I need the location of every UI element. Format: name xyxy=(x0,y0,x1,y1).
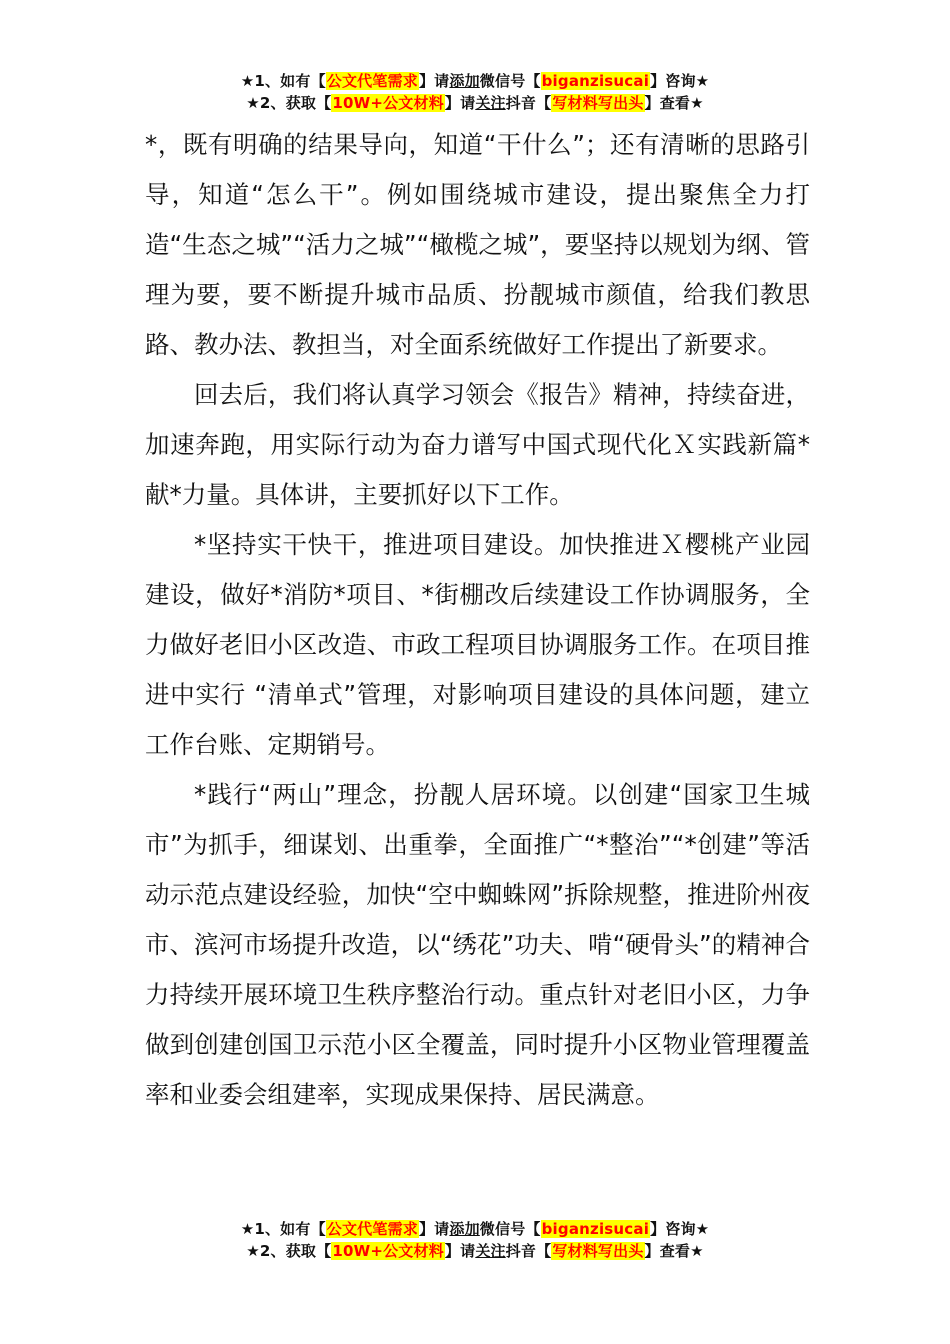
highlight-wechat-id: biganzisucai xyxy=(541,1220,650,1238)
document-body xyxy=(145,120,810,1120)
banner-line-2 xyxy=(0,92,950,114)
banner-text: 】请 xyxy=(418,1220,450,1238)
banner-text: 微信号【 xyxy=(479,1220,541,1238)
footer-banner xyxy=(0,1218,950,1262)
paragraph-plan: 回去后，我们将认真学习领会《报告》精神，持续奋进，加速奔跑，用实际行动为奋力谱写中国式现代化Ｘ实践新篇*献*力量。具体讲，主要抓好以下工作。 xyxy=(145,380,810,509)
banner-text: 】请 xyxy=(444,1242,476,1260)
paragraph-living-environment: *践行“两山”理念，扮靓人居环境。以创建“国家卫生城市”为抓手，细谋划、出重拳，全面推广“*整治”“*创建”等活动示范点建设经验，加快“空中蜘蛛网”拆除规整，推进阶州夜市、滨河市场提升改造，以“绣花”功夫、啃“硬骨头”的精神合力持续开展环境卫生秩序整治行动。重点针对老旧小区，力争做到创建创国卫示范小区全覆盖，同时提升小区物业管理覆盖率和业委会组建率，实现成果保持、居民满意。 xyxy=(145,780,810,1109)
paragraph-continuation: *，既有明确的结果导向，知道“干什么”；还有清晰的思路引导，知道“怎么干”。例如围绕城市建设，提出聚焦全力打造“生态之城”“活力之城”“橄榄之城”，要坚持以规划为纲、管理为要，要不断提升城市品质、扮靓城市颜值，给我们教思路、教办法、教担当，对全面系统做好工作提出了新要求。 xyxy=(145,130,810,359)
banner-emphasis: 关注 xyxy=(475,94,506,112)
banner-text: 抖音【 xyxy=(505,1242,552,1260)
paragraph-project-construction: *坚持实干快干，推进项目建设。加快推进Ｘ樱桃产业园建设，做好*消防*项目、*街棚改后续建设工作协调服务，全力做好老旧小区改造、市政工程项目协调服务工作。在项目推进中实行 “清单式”管理，对影响项目建设的具体问题，建立工作台账、定期销号。 xyxy=(145,530,810,759)
highlight-service: 公文代笔需求 xyxy=(326,72,418,90)
banner-line-1 xyxy=(0,70,950,92)
banner-emphasis: 添加 xyxy=(449,72,480,90)
banner-text: 】咨询★ xyxy=(650,72,710,90)
banner-text: ★1、如有【 xyxy=(240,72,326,90)
banner-text: 】查看★ xyxy=(644,94,704,112)
highlight-wechat-id: biganzisucai xyxy=(541,72,650,90)
banner-text: ★1、如有【 xyxy=(240,1220,326,1238)
banner-line-1 xyxy=(0,1218,950,1240)
banner-text: ★2、获取【 xyxy=(246,94,332,112)
highlight-materials: 10W+公文材料 xyxy=(332,1242,444,1260)
banner-emphasis: 添加 xyxy=(449,1220,480,1238)
banner-text: 】咨询★ xyxy=(650,1220,710,1238)
highlight-materials: 10W+公文材料 xyxy=(332,94,444,112)
banner-text: ★2、获取【 xyxy=(246,1242,332,1260)
banner-text: 】请 xyxy=(444,94,476,112)
banner-text: 】查看★ xyxy=(644,1242,704,1260)
banner-text: 】请 xyxy=(418,72,450,90)
highlight-douyin-account: 写材料写出头 xyxy=(552,1242,644,1260)
highlight-service: 公文代笔需求 xyxy=(326,1220,418,1238)
banner-emphasis: 关注 xyxy=(475,1242,506,1260)
banner-line-2 xyxy=(0,1240,950,1262)
header-banner xyxy=(0,70,950,114)
highlight-douyin-account: 写材料写出头 xyxy=(552,94,644,112)
banner-text: 抖音【 xyxy=(505,94,552,112)
banner-text: 微信号【 xyxy=(479,72,541,90)
